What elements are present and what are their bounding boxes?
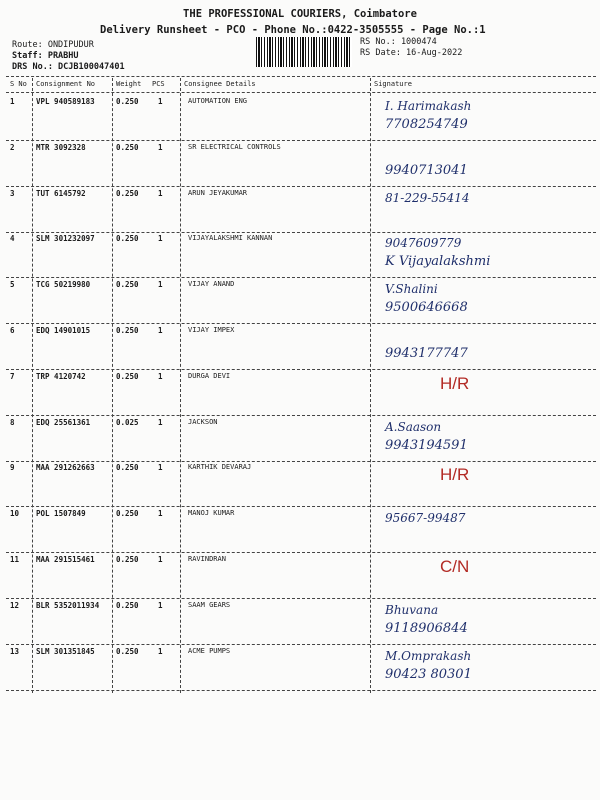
row-consignment-no: MAA 291515461	[36, 555, 95, 564]
column-divider	[370, 78, 371, 693]
row-consignee: ACME PUMPS	[188, 646, 231, 655]
row-pcs: 1	[158, 97, 163, 106]
row-pcs: 1	[158, 509, 163, 519]
row-consignee: JACKSON	[188, 417, 218, 426]
row-pcs: 1	[158, 234, 163, 244]
row-divider	[6, 369, 596, 370]
row-signature: 81-229-55414	[385, 190, 470, 205]
col-signature: Signature	[374, 80, 412, 88]
row-signature: Bhuvana	[385, 602, 439, 617]
row-divider	[6, 277, 596, 278]
col-weight: Weight	[116, 80, 142, 88]
staff-label: Staff: PRABHU	[12, 51, 79, 61]
row-consignee: ARUN JEYAKUMAR	[188, 188, 248, 197]
row-pcs: 1	[158, 188, 163, 198]
row-pcs: 1	[158, 646, 163, 656]
row-sno: 1	[10, 97, 15, 106]
row-divider	[6, 644, 596, 645]
row-signature: H/R	[440, 373, 470, 393]
row-signature-phone: 90423 80301	[385, 666, 472, 682]
row-consignment-no: SLM 301351845	[36, 646, 95, 656]
row-consignment-no: EDQ 25561361	[36, 417, 91, 427]
row-weight: 0.250	[116, 646, 139, 656]
col-consignment: Consignment No	[36, 80, 96, 88]
col-consignee: Consignee Details	[184, 80, 256, 88]
row-consignment-no: TUT 6145792	[36, 188, 86, 198]
row-consignment-no: MTR 3092328	[36, 142, 86, 152]
row-consignment-no: TCG 50219980	[36, 280, 91, 290]
row-sno: 6	[10, 326, 15, 335]
header-right	[360, 37, 462, 59]
row-consignee: MANOJ KUMAR	[188, 509, 235, 518]
row-signature: M.Omprakash	[385, 648, 472, 663]
row-signature: A.Saason	[385, 419, 442, 434]
row-pcs: 1	[158, 417, 163, 427]
header-left	[12, 40, 125, 73]
row-consignment-no: BLR 5352011934	[36, 600, 100, 610]
row-consignment-no: MAA 291262663	[36, 463, 95, 473]
row-consignee: KARTHIK DEVARAJ	[188, 463, 252, 472]
row-weight: 0.250	[116, 97, 139, 106]
row-consignee: AUTOMATION ENG	[188, 97, 248, 105]
row-signature-phone: 9940713041	[385, 162, 468, 178]
col-pcs: PCS	[152, 80, 165, 88]
row-signature: H/R	[440, 465, 470, 485]
row-signature-phone: 9500646668	[385, 300, 468, 316]
row-consignee: RAVINDRAN	[188, 555, 226, 563]
row-sno: 2	[10, 142, 15, 152]
col-sno: S No	[10, 80, 27, 88]
row-divider	[6, 232, 596, 233]
row-weight: 0.250	[116, 280, 139, 290]
row-signature: 9047609779	[385, 236, 462, 251]
rs-date: RS Date: 16-Aug-2022	[360, 48, 463, 58]
runsheet-title: Delivery Runsheet - PCO - Phone No.:0422-3505555 - Page No.:1	[100, 24, 486, 36]
barcode	[256, 37, 352, 67]
row-consignee: VIJAY ANAND	[188, 280, 235, 289]
row-sno: 12	[10, 600, 20, 610]
row-signature: V.Shalini	[385, 282, 438, 297]
row-consignment-no: SLM 301232097	[36, 234, 95, 244]
row-divider	[6, 552, 596, 553]
row-weight: 0.250	[116, 142, 139, 152]
row-divider	[6, 323, 596, 324]
row-pcs: 1	[158, 280, 163, 290]
row-signature-phone: 9943194591	[385, 437, 468, 453]
row-sno: 4	[10, 234, 15, 244]
row-divider	[6, 461, 596, 462]
row-consignee: SAAM GEARS	[188, 600, 231, 609]
row-weight: 0.250	[116, 600, 139, 610]
row-weight: 0.250	[116, 371, 139, 381]
row-sno: 5	[10, 280, 15, 290]
row-consignment-no: EDQ 14901015	[36, 326, 91, 335]
page-title: THE PROFESSIONAL COURIERS, Coimbatore	[183, 8, 417, 20]
row-signature-phone: 9943177747	[385, 346, 468, 361]
row-sno: 8	[10, 417, 15, 427]
row-weight: 0.250	[116, 188, 139, 198]
row-pcs: 1	[158, 600, 163, 610]
row-weight: 0.250	[116, 463, 139, 473]
table-top-border	[6, 76, 596, 77]
row-pcs: 1	[158, 555, 163, 564]
row-signature: 95667-99487	[385, 511, 466, 526]
row-consignment-no: TRP 4120742	[36, 371, 86, 381]
row-signature: I. Harimakash	[385, 99, 472, 113]
row-sno: 7	[10, 371, 15, 381]
row-weight: 0.250	[116, 555, 139, 564]
row-pcs: 1	[158, 142, 163, 152]
row-divider	[6, 506, 596, 507]
row-sno: 10	[10, 509, 20, 519]
row-divider	[6, 690, 596, 691]
row-sno: 13	[10, 646, 20, 656]
rs-number: RS No.: 1000474	[360, 37, 437, 47]
row-consignment-no: POL 1507849	[36, 509, 86, 519]
row-signature-phone: K Vijayalakshmi	[385, 254, 491, 270]
row-consignee: SR ELECTRICAL CONTROLS	[188, 142, 281, 151]
row-pcs: 1	[158, 371, 163, 381]
row-weight: 0.025	[116, 417, 139, 427]
row-sno: 9	[10, 463, 15, 473]
row-weight: 0.250	[116, 234, 139, 244]
row-divider	[6, 186, 596, 187]
row-consignee: VIJAY IMPEX	[188, 326, 235, 334]
column-divider	[32, 78, 33, 693]
column-divider	[112, 78, 113, 693]
row-consignee: VIJAYALAKSHMI KANNAN	[188, 234, 273, 243]
row-sno: 3	[10, 188, 15, 198]
row-weight: 0.250	[116, 326, 139, 335]
row-divider	[6, 415, 596, 416]
drs-number: DRS No.: DCJB100047401	[12, 62, 125, 72]
row-weight: 0.250	[116, 509, 139, 519]
row-consignee: DURGA DEVI	[188, 371, 231, 380]
row-consignment-no: VPL 940589183	[36, 97, 95, 106]
header-divider	[6, 92, 596, 93]
row-divider	[6, 598, 596, 599]
row-divider	[6, 140, 596, 141]
row-pcs: 1	[158, 463, 163, 473]
row-signature: C/N	[440, 557, 470, 576]
row-pcs: 1	[158, 326, 163, 335]
route-label: Route: ONDIPUDUR	[12, 40, 94, 50]
row-signature-phone: 9118906844	[385, 620, 468, 636]
column-divider	[180, 78, 181, 693]
row-sno: 11	[10, 555, 20, 564]
row-signature-phone: 7708254749	[385, 117, 468, 132]
